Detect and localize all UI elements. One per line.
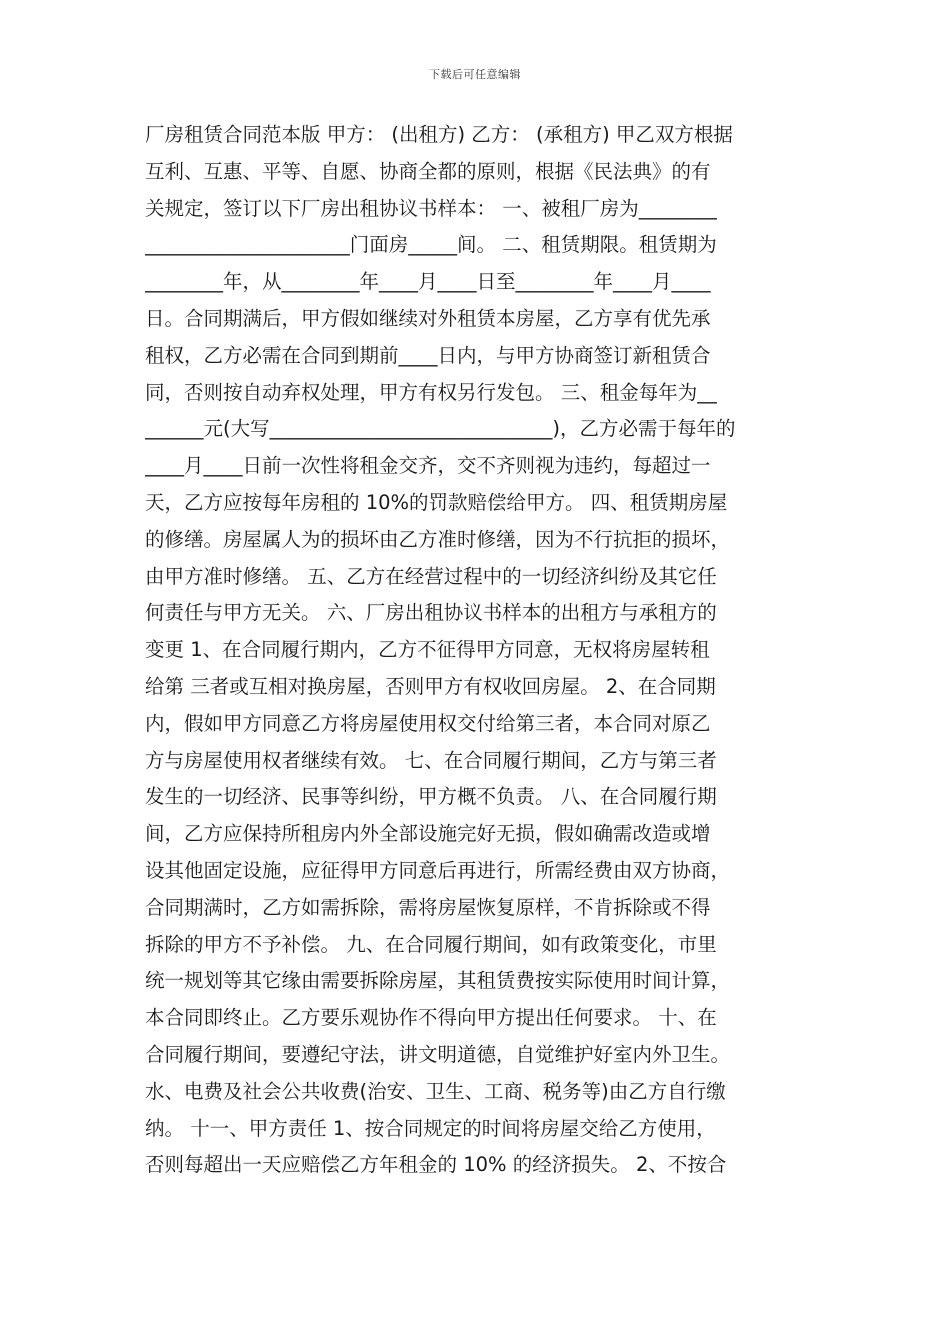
text-line: 拆除的甲方不予补偿。 九、在合同履行期间，如有政策变化，市里 xyxy=(145,932,717,956)
text-line: 间，乙方应保持所租房内外全部设施完好无损，假如确需改造或增 xyxy=(145,822,711,846)
text-line: 同，否则按自动弃权处理，甲方有权另行发包。 三、租金每年为__ xyxy=(145,380,717,404)
text-line: 何责任与甲方无关。 六、厂房出租协议书样本的出租方与承租方的 xyxy=(145,601,717,625)
text-line: 内，假如甲方同意乙方将房屋使用权交付给第三者，本合同对原乙 xyxy=(145,711,711,735)
text-line: 方与房屋使用权者继续有效。 七、在合同履行期间，乙方与第三者 xyxy=(145,748,717,772)
text-line: 关规定，签订以下厂房出租协议书样本： 一、被租厂房为________ xyxy=(145,196,717,220)
text-line: ______元(大写_____________________________)，乙方必需于每年的 xyxy=(145,417,736,441)
text-line: 由甲方准时修缮。 五、乙方在经营过程中的一切经济纠纷及其它任 xyxy=(145,564,717,588)
text-line: 合同履行期间，要遵纪守法，讲文明道德，自觉维护好室内外卫生。 xyxy=(145,1042,731,1066)
text-line: 本合同即终止。乙方要乐观协作不得向甲方提出任何要求。 十、在 xyxy=(145,1006,717,1030)
text-line: 统一规划等其它缘由需要拆除房屋，其租赁费按实际使用时间计算， xyxy=(145,969,731,993)
text-line: 否则每超出一天应赔偿乙方年租金的 10% 的经济损失。 2、不按合 xyxy=(145,1153,727,1177)
text-line: ________年，从________年____月____日至________年____月____ xyxy=(145,270,711,294)
text-line: 水、电费及社会公共收费(治安、卫生、工商、税务等)由乙方自行缴 xyxy=(145,1079,726,1103)
text-line: 天，乙方应按每年房租的 10%的罚款赔偿给甲方。 四、租赁期房屋 xyxy=(145,490,728,514)
text-line: 设其他固定设施，应征得甲方同意后再进行，所需经费由双方协商， xyxy=(145,858,731,882)
text-line: 变更 1、在合同履行期内，乙方不征得甲方同意，无权将房屋转租 xyxy=(145,638,710,662)
text-line: 给第 三者或互相对换房屋，否则甲方有权收回房屋。 2、在合同期 xyxy=(145,674,716,698)
text-line: ____月____日前一次性将租金交齐，交不齐则视为违约，每超过一 xyxy=(145,454,711,478)
text-line: 纳。 十一、甲方责任 1、按合同规定的时间将房屋交给乙方使用， xyxy=(145,1116,716,1140)
text-line: 发生的一切经济、民事等纠纷，甲方概不负责。 八、在合同履行期 xyxy=(145,785,717,809)
text-line: 的修缮。房屋属人为的损坏由乙方准时修缮，因为不行抗拒的损坏， xyxy=(145,527,731,551)
page-header: 下载后可任意编辑 xyxy=(429,68,521,81)
text-line: 互利、互惠、平等、自愿、协商全都的原则，根据《民法典》的有 xyxy=(145,159,711,183)
contract-body xyxy=(145,117,810,1184)
text-line: 合同期满时，乙方如需拆除，需将房屋恢复原样，不肯拆除或不得 xyxy=(145,895,711,919)
text-line: _____________________门面房_____间。 二、租赁期限。租赁期为 xyxy=(145,233,717,257)
text-line: 日。合同期满后，甲方假如继续对外租赁本房屋，乙方享有优先承 xyxy=(145,306,711,330)
text-line: 厂房租赁合同范本版 甲方： (出租方) 乙方： (承租方) 甲乙双方根据 xyxy=(145,123,733,146)
text-line: 租权，乙方必需在合同到期前____日内，与甲方协商签订新租赁合 xyxy=(145,343,711,367)
